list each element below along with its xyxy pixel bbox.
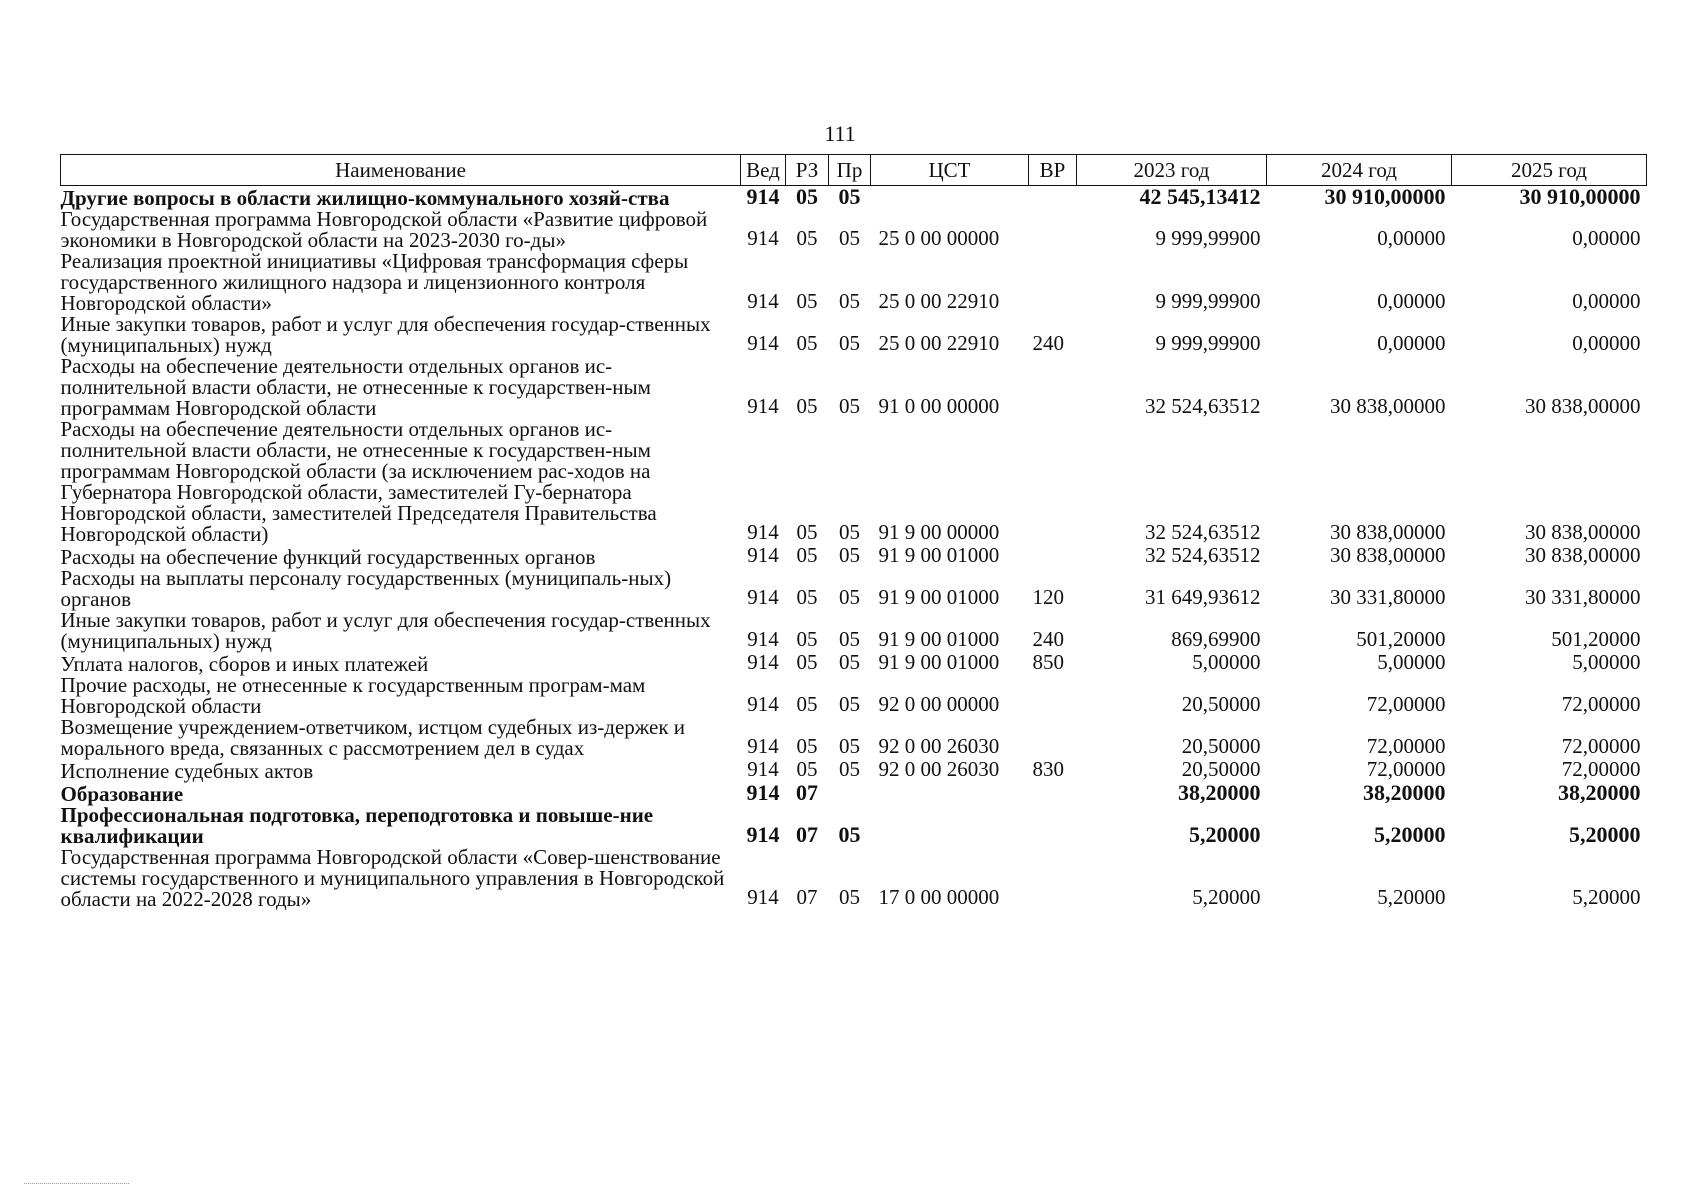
- table-row: [61, 419, 1647, 545]
- cell-y2025: 501,20000: [1551, 627, 1641, 651]
- cell-y2025: 5,00000: [1572, 650, 1641, 674]
- cell-name: Государственная программа Новгородской области «Развитие цифровой экономики в Новгородской области на 2023-2030 го-ды»: [60, 207, 708, 252]
- cell-pr: 05: [839, 650, 860, 674]
- cell-pr: 05: [839, 757, 860, 781]
- cell-rz: 05: [796, 585, 818, 609]
- cell-ved: 914: [747, 289, 779, 313]
- table-row: [61, 759, 1647, 782]
- cell-name: Расходы на выплаты персоналу государственных (муниципаль-ных) органов: [60, 566, 672, 611]
- cell-cst: 91 0 00 00000: [878, 394, 1000, 418]
- cell-y2023: 20,50000: [1181, 734, 1261, 758]
- cell-cst: 17 0 00 00000: [878, 885, 1000, 909]
- cell-y2025: 72,00000: [1561, 692, 1641, 716]
- cell-vr: [1029, 209, 1077, 251]
- cell-y2025: 30 331,80000: [1525, 585, 1641, 609]
- cell-y2024: 72,00000: [1366, 734, 1446, 758]
- table-row: [61, 847, 1647, 910]
- cell-cst: 25 0 00 00000: [878, 226, 1000, 250]
- cell-y2023: 38,20000: [1178, 780, 1261, 805]
- cell-y2024: 72,00000: [1366, 692, 1446, 716]
- cell-name: Иные закупки товаров, работ и услуг для обеспечения государ-ственных (муниципальных) нужд: [60, 312, 711, 357]
- cell-pr: 05: [839, 885, 860, 909]
- cell-y2025: 0,00000: [1572, 331, 1641, 355]
- cell-cst: 92 0 00 26030: [878, 757, 1000, 781]
- cell-cst: 91 9 00 01000: [878, 585, 1000, 609]
- header-ved: Вед: [741, 155, 786, 186]
- cell-y2024: 5,20000: [1377, 885, 1446, 909]
- cell-rz: 05: [796, 394, 818, 418]
- header-name: Наименование: [61, 155, 741, 186]
- cell-y2023: 42 545,13412: [1139, 184, 1261, 209]
- cell-y2024: 501,20000: [1356, 627, 1446, 651]
- header-row: [61, 155, 1647, 186]
- cell-vr: 240: [1032, 627, 1064, 651]
- table-row: [61, 675, 1647, 717]
- cell-rz: 05: [796, 692, 818, 716]
- cell-y2023: 9 999,99900: [1155, 226, 1261, 250]
- cell-y2023: 31 649,93612: [1145, 585, 1261, 609]
- cell-pr: 05: [839, 543, 860, 567]
- table-body: [61, 186, 1647, 911]
- cell-vr: [1029, 545, 1077, 568]
- cell-ved: 914: [746, 780, 780, 805]
- cell-ved: 914: [747, 885, 779, 909]
- cell-ved: 914: [747, 394, 779, 418]
- cell-ved: 914: [747, 520, 779, 544]
- cell-cst: 92 0 00 26030: [878, 734, 1000, 758]
- cell-y2024: 5,20000: [1374, 822, 1446, 847]
- header-pr: Пр: [829, 155, 871, 186]
- cell-ved: 914: [747, 650, 779, 674]
- table-header: [61, 155, 1647, 186]
- cell-ved: 914: [747, 757, 779, 781]
- cell-vr: [1029, 419, 1077, 545]
- cell-name: Расходы на обеспечение функций государственных органов: [60, 545, 596, 569]
- cell-cst: 25 0 00 22910: [878, 331, 1000, 355]
- cell-ved: 914: [747, 543, 779, 567]
- header-2023: 2023 год: [1077, 155, 1267, 186]
- cell-ved: 914: [747, 627, 779, 651]
- cell-name: Другие вопросы в области жилищно-коммунального хозяй-ства: [60, 186, 670, 210]
- table-row: [61, 805, 1647, 847]
- cell-rz: 05: [796, 650, 818, 674]
- cell-y2023: 32 524,63512: [1145, 543, 1261, 567]
- cell-ved: 914: [747, 226, 779, 250]
- cell-y2025: 72,00000: [1561, 757, 1641, 781]
- cell-name: Государственная программа Новгородской области «Совер-шенствование системы государственного и муниципального управления в Новгородской области на 2022-2028 годы»: [60, 845, 725, 911]
- cell-vr: [1029, 186, 1077, 210]
- budget-table: [60, 154, 1647, 910]
- header-cst: ЦСТ: [871, 155, 1029, 186]
- cell-y2023: 9 999,99900: [1155, 331, 1261, 355]
- cell-vr: [1029, 251, 1077, 314]
- cell-y2024: 30 838,00000: [1330, 543, 1446, 567]
- cell-y2023: 869,69900: [1171, 627, 1261, 651]
- cell-cst: [871, 186, 1029, 210]
- cell-y2023: 20,50000: [1181, 757, 1261, 781]
- cell-rz: 05: [796, 184, 818, 209]
- table-row: [61, 186, 1647, 210]
- cell-cst: 92 0 00 00000: [878, 692, 1000, 716]
- cell-y2023: 9 999,99900: [1155, 289, 1261, 313]
- cell-y2024: 30 838,00000: [1330, 520, 1446, 544]
- cell-vr: 850: [1032, 650, 1064, 674]
- cell-vr: 240: [1032, 331, 1064, 355]
- cell-pr: 05: [839, 331, 860, 355]
- cell-pr: 05: [839, 627, 860, 651]
- header-vr: ВР: [1029, 155, 1077, 186]
- table-row: [61, 209, 1647, 251]
- header-2024: 2024 год: [1267, 155, 1452, 186]
- cell-ved: 914: [746, 184, 780, 209]
- cell-pr: 05: [839, 226, 860, 250]
- cell-name: Исполнение судебных актов: [60, 759, 314, 783]
- cell-cst: 91 9 00 01000: [878, 627, 1000, 651]
- cell-pr: 05: [839, 692, 860, 716]
- cell-rz: 05: [796, 757, 818, 781]
- cell-ved: 914: [747, 331, 779, 355]
- cell-name: Расходы на обеспечение деятельности отдельных органов ис-полнительной власти области, не отнесенные к государствен-ным программам Новгородской области: [60, 354, 651, 420]
- footer-divider: [24, 1183, 129, 1184]
- cell-cst: 91 9 00 01000: [878, 543, 1000, 567]
- cell-y2024: 38,20000: [1363, 780, 1446, 805]
- header-2025: 2025 год: [1452, 155, 1647, 186]
- cell-pr: 05: [839, 734, 860, 758]
- document-page: [60, 120, 1650, 910]
- cell-y2025: 30 910,00000: [1519, 184, 1641, 209]
- cell-rz: 07: [796, 885, 818, 909]
- cell-vr: [1029, 717, 1077, 759]
- cell-y2025: 30 838,00000: [1525, 520, 1641, 544]
- cell-cst: [871, 805, 1029, 847]
- cell-pr: 05: [839, 520, 860, 544]
- cell-name: Иные закупки товаров, работ и услуг для обеспечения государ-ственных (муниципальных) нужд: [60, 608, 711, 653]
- cell-y2024: 30 910,00000: [1324, 184, 1446, 209]
- cell-cst: 25 0 00 22910: [878, 289, 1000, 313]
- cell-name: Образование: [60, 782, 184, 806]
- cell-pr: 05: [839, 394, 860, 418]
- cell-ved: 914: [746, 822, 780, 847]
- cell-name: Профессиональная подготовка, переподготовка и повыше-ние квалификации: [60, 803, 654, 848]
- cell-rz: 07: [796, 780, 818, 805]
- cell-pr: [829, 782, 871, 805]
- cell-y2025: 5,20000: [1572, 885, 1641, 909]
- header-rz: РЗ: [786, 155, 829, 186]
- cell-rz: 05: [796, 543, 818, 567]
- cell-name: Прочие расходы, не отнесенные к государственным програм-мам Новгородской области: [60, 673, 646, 718]
- cell-y2025: 72,00000: [1561, 734, 1641, 758]
- cell-y2023: 20,50000: [1181, 692, 1261, 716]
- table-row: [61, 782, 1647, 805]
- cell-y2023: 32 524,63512: [1145, 520, 1261, 544]
- cell-rz: 05: [796, 331, 818, 355]
- cell-y2023: 5,20000: [1189, 822, 1261, 847]
- cell-y2023: 5,20000: [1192, 885, 1261, 909]
- cell-ved: 914: [747, 585, 779, 609]
- cell-vr: [1029, 805, 1077, 847]
- table-row: [61, 610, 1647, 652]
- cell-cst: [871, 782, 1029, 805]
- page-number: 111: [824, 121, 856, 146]
- cell-cst: 91 9 00 01000: [878, 650, 1000, 674]
- cell-ved: 914: [747, 692, 779, 716]
- cell-rz: 05: [796, 226, 818, 250]
- cell-y2025: 0,00000: [1572, 289, 1641, 313]
- cell-y2023: 32 524,63512: [1145, 394, 1261, 418]
- cell-ved: 914: [747, 734, 779, 758]
- cell-y2025: 30 838,00000: [1525, 394, 1641, 418]
- cell-y2024: 30 838,00000: [1330, 394, 1446, 418]
- cell-y2024: 0,00000: [1377, 289, 1446, 313]
- table-row: [61, 251, 1647, 314]
- cell-vr: 830: [1032, 757, 1064, 781]
- cell-y2025: 30 838,00000: [1525, 543, 1641, 567]
- table-row: [61, 717, 1647, 759]
- table-row: [61, 314, 1647, 356]
- cell-pr: 05: [839, 289, 860, 313]
- cell-y2024: 0,00000: [1377, 331, 1446, 355]
- cell-vr: [1029, 782, 1077, 805]
- cell-name: Возмещение учреждением-ответчиком, истцом судебных из-держек и морального вреда, связанных с рассмотрением дел в судах: [60, 715, 686, 760]
- cell-y2025: 38,20000: [1558, 780, 1641, 805]
- cell-y2024: 30 331,80000: [1330, 585, 1446, 609]
- table-row: [61, 652, 1647, 675]
- cell-pr: 05: [838, 184, 861, 209]
- cell-rz: 05: [796, 627, 818, 651]
- cell-name: Реализация проектной инициативы «Цифровая трансформация сферы государственного жилищного надзора и лицензионного контроля Новгородской области»: [60, 249, 689, 315]
- cell-vr: 120: [1032, 585, 1064, 609]
- table-row: [61, 356, 1647, 419]
- cell-rz: 05: [796, 289, 818, 313]
- cell-y2025: 0,00000: [1572, 226, 1641, 250]
- cell-y2024: 5,00000: [1377, 650, 1446, 674]
- cell-name: Расходы на обеспечение деятельности отдельных органов ис-полнительной власти области, не отнесенные к государствен-ным программам Новгородской области (за исключением рас-ходов на Губернатора Новгородской области, заместителей Гу-бернатора Новгородской области, заместителей Председателя Правительства Новгородской области): [60, 417, 657, 546]
- cell-vr: [1029, 847, 1077, 910]
- cell-y2023: 5,00000: [1192, 650, 1261, 674]
- table-row: [61, 545, 1647, 568]
- cell-y2024: 0,00000: [1377, 226, 1446, 250]
- cell-rz: 07: [796, 822, 818, 847]
- cell-y2024: 72,00000: [1366, 757, 1446, 781]
- cell-vr: [1029, 675, 1077, 717]
- table-row: [61, 568, 1647, 610]
- cell-y2025: 5,20000: [1569, 822, 1641, 847]
- cell-name: Уплата налогов, сборов и иных платежей: [60, 652, 429, 676]
- cell-pr: 05: [838, 822, 861, 847]
- cell-rz: 05: [796, 520, 818, 544]
- cell-cst: 91 9 00 00000: [878, 520, 1000, 544]
- cell-pr: 05: [839, 585, 860, 609]
- cell-vr: [1029, 356, 1077, 419]
- cell-rz: 05: [796, 734, 818, 758]
